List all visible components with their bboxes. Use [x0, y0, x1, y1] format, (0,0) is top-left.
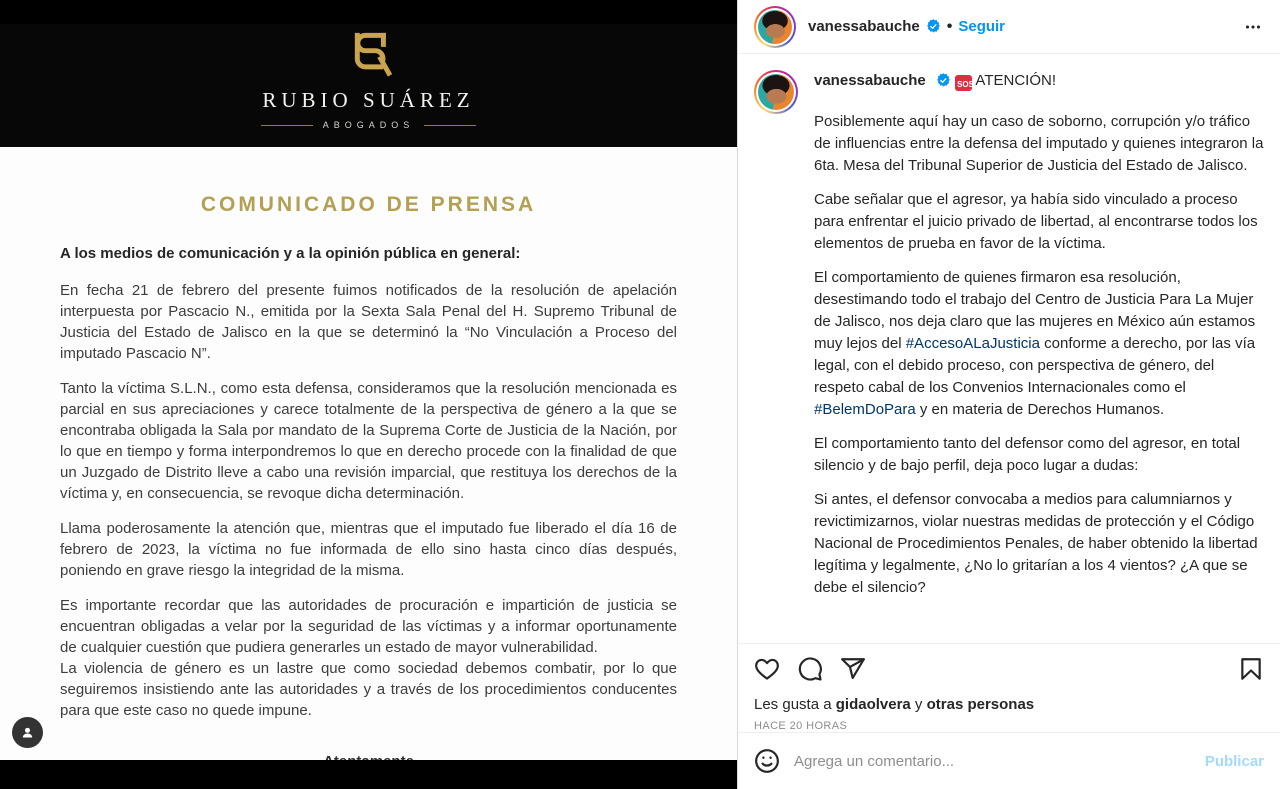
caption-paragraph [814, 433, 1264, 477]
caption-paragraph [814, 267, 1264, 421]
likes-line [738, 688, 1280, 713]
caption-text-segment: El comportamiento tanto del defensor como del agresor, en total silencio y de bajo perfil, deja poco lugar a dudas: [814, 435, 1241, 474]
post-timestamp: HACE 20 HORAS [754, 720, 848, 732]
brand-subtitle-text: ABOGADOS [322, 120, 415, 130]
post-header [738, 0, 1280, 54]
tagged-people-button[interactable] [12, 717, 43, 748]
caption-text [814, 70, 1264, 643]
rule-left [261, 125, 313, 126]
rule-right [424, 125, 476, 126]
image-letterbox-bottom [0, 760, 737, 789]
three-dots-icon [1242, 16, 1264, 38]
verified-badge-icon [926, 19, 941, 34]
image-letterbox-top [0, 0, 737, 24]
post-details-panel [737, 0, 1280, 789]
caption-headline [814, 70, 1264, 92]
publish-button[interactable]: Publicar [1204, 752, 1264, 770]
caption-paragraph [814, 189, 1264, 255]
bookmark-icon [1238, 656, 1264, 682]
rs-monogram-icon [340, 30, 398, 84]
caption-text-segment: Si antes, el defensor convocaba a medios para calumniarnos y revictimizarnos, violar nuestras medidas de protección y el Código Nacional de Procedimientos Penales, de haber obtenido la libertad legítima y legalmente, ¿No lo gritarían a los 4 vientos? ¿A que se debe el silencio? [814, 491, 1258, 596]
caption-comment [738, 54, 1280, 643]
doc-paragraph: Llama poderosamente la atención que, mientras que el imputado fue liberado el día 16 de febrero de 2023, la víctima no fue informada de ello sino hasta cinco días después, poniendo en grave riesgo la integridad de la misma. [60, 520, 677, 579]
comment-button[interactable] [797, 656, 823, 682]
action-bar [738, 643, 1280, 688]
caption-text-segment: Cabe señalar que el agresor, ya había sido vinculado a proceso para enfrentar el juicio privado de libertad, al encontrarse todos los elementos de prueba en favor de la víctima. [814, 191, 1258, 252]
sos-emoji: SOS [955, 75, 972, 91]
other-likers-link[interactable]: otras personas [926, 696, 1035, 713]
brand-subtitle [0, 120, 737, 130]
likes-conjunction: y [910, 696, 927, 713]
brand-name: RUBIO SUÁREZ [262, 88, 475, 112]
caption-paragraph [814, 111, 1264, 177]
comment-icon [797, 656, 823, 682]
comment-input[interactable] [794, 753, 1191, 770]
smiley-icon [754, 748, 780, 774]
story-ring[interactable] [754, 6, 796, 48]
username-link[interactable]: vanessabauche [814, 72, 926, 89]
doc-paragraph: Es importante recordar que las autoridades de procuración e impartición de justicia se encuentran obligadas a velar por la seguridad de las víctimas y a informar oportunamente de cualquier cuestión que pudiera generarles un estado de mayor vulnerabilidad. [60, 597, 677, 656]
doc-paragraph: A los medios de comunicación y a la opinión pública en general: [60, 245, 521, 262]
share-button[interactable] [840, 656, 866, 682]
avatar[interactable] [758, 10, 792, 44]
emoji-button[interactable] [754, 748, 780, 774]
person-icon [20, 725, 35, 740]
doc-paragraph: Tanto la víctima S.L.N., como esta defensa, consideramos que la resolución mencionada es parcial en sus apreciaciones y carece totalmente de la perspectiva de género a la que se encontraba obligada la Sala por mandato de la Suprema Corte de Justicia de la Nación, por lo que en tiempo y forma interpondremos lo que en derecho procede con la finalidad de que un Juzgado de Distrito lleve a cabo una revisión imparcial, que restituya los derechos de la víctima y, en consecuencia, se revoque dicha determinación. [60, 380, 677, 502]
heart-icon [754, 656, 780, 682]
add-comment-bar [738, 732, 1280, 789]
press-release-document [0, 147, 737, 760]
separator-dot: • [946, 17, 953, 35]
username-link[interactable]: vanessabauche [808, 18, 920, 35]
story-ring[interactable] [754, 70, 798, 114]
verified-badge-icon [936, 73, 951, 88]
more-options-button[interactable] [1242, 16, 1264, 38]
doc-paragraph: La violencia de género es un lastre que como sociedad debemos combatir, por lo que seguiremos insistiendo ante las autoridades y a través de los procedimientos conducentes para que este caso no quede impune. [60, 660, 677, 719]
doc-title: COMUNICADO DE PRENSA [200, 193, 537, 216]
save-button[interactable] [1238, 656, 1264, 682]
hashtag-link[interactable]: #AccesoALaJusticia [905, 335, 1040, 352]
caption-headline-text: ATENCIÓN! [975, 72, 1056, 89]
caption-text-segment: conforme a derecho, por las vía legal, con el debido proceso, con perspectiva de género, del respeto cabal de los Convenios Internacionales como el [814, 335, 1256, 396]
liker-username[interactable]: gidaolvera [835, 696, 911, 713]
hashtag-link[interactable]: #BelemDoPara [814, 401, 916, 418]
caption-text-segment: Posiblemente aquí hay un caso de soborno, corrupción y/o tráfico de influencias entre la defensa del imputado y quienes integraron la 6ta. Mesa del Tribunal Superior de Justicia del Estado de Jalisco. [814, 113, 1264, 174]
doc-paragraph: En fecha 21 de febrero del presente fuimos notificados de la resolución de apelación interpuesta por Pascacio N., emitida por la Sexta Sala Penal del H. Supremo Tribunal de Justicia del Estado de Jalisco en la que se determinó la “No Vinculación a Proceso del imputado Pascacio N”. [60, 282, 677, 362]
share-icon [840, 656, 866, 682]
caption-paragraphs [814, 111, 1264, 599]
follow-button[interactable]: Seguir [958, 18, 1006, 35]
avatar[interactable] [758, 74, 794, 110]
caption-paragraph [814, 489, 1264, 599]
likes-prefix: Les gusta a [754, 696, 836, 713]
caption-text-segment: El comportamiento de quienes firmaron esa resolución, desestimando todo el trabajo del Centro de Justicia Para La Mujer de Jalisco, nos deja claro que las mujeres en México aún estamos muy lejos del [814, 269, 1256, 352]
like-button[interactable] [754, 656, 780, 682]
header-user-row [808, 18, 1230, 36]
law-firm-logo [0, 30, 737, 130]
caption-text-segment: y en materia de Derechos Humanos. [915, 401, 1165, 418]
doc-paragraphs [60, 243, 677, 721]
